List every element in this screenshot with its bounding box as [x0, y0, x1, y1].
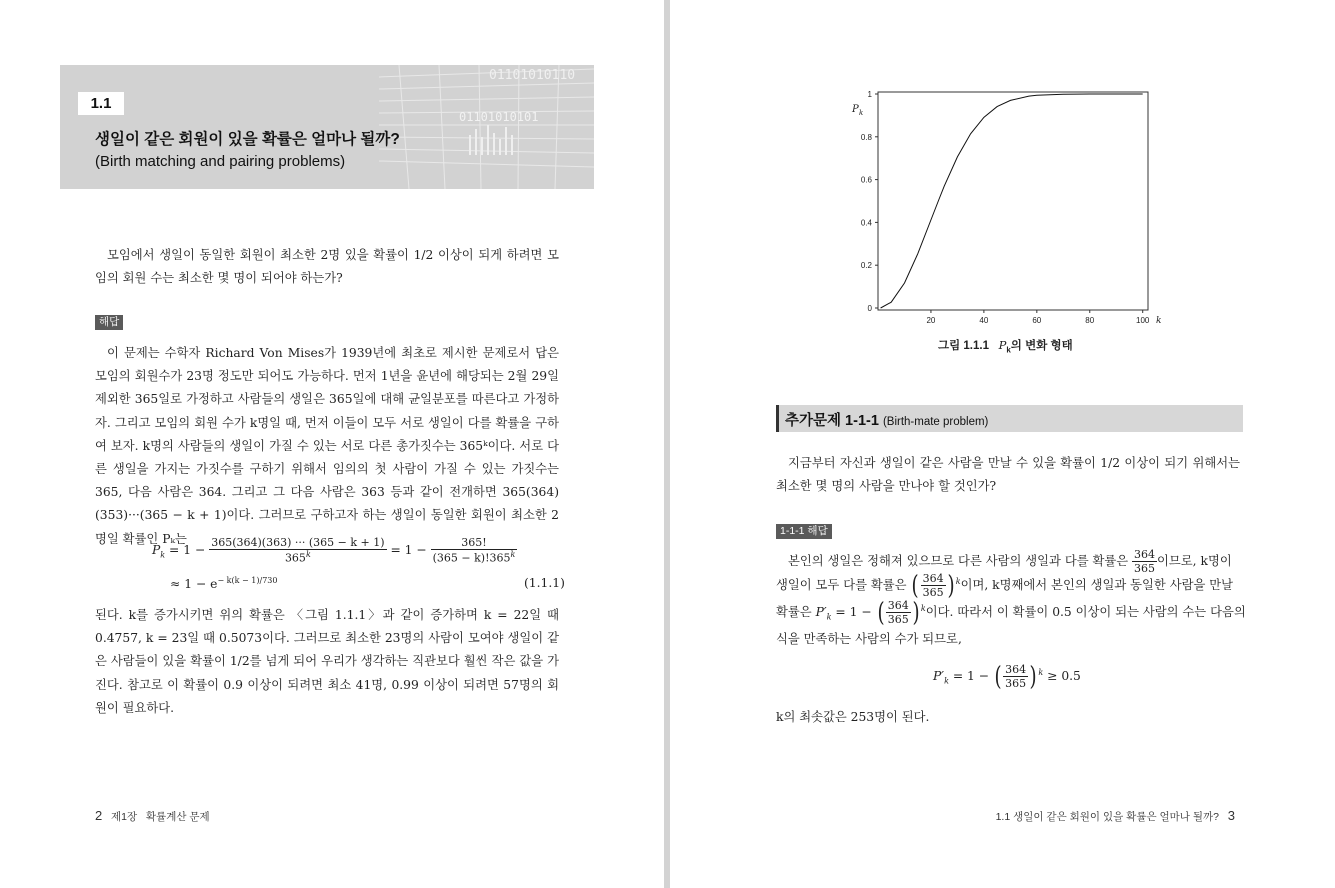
x-tick-label: 80 — [1085, 316, 1095, 325]
x-tick-label: 20 — [926, 316, 936, 325]
plot-frame — [878, 92, 1148, 310]
solution-line-2: 생일이 모두 다를 확률은 ( $\frac{364}{365}$ ) $^k$이며, k명째에서 본인의 생일과 동일한 사람을 만날 — [776, 570, 1233, 601]
eq-num-2: 365! — [431, 536, 518, 550]
right-page — [670, 0, 1335, 888]
left-page — [0, 0, 664, 888]
svg-text:01101010110: 01101010110 — [489, 68, 576, 83]
eq-fraction-2: $\frac{365!}{(365 - k)!365^k}$ — [432, 536, 516, 565]
footer-left — [95, 808, 210, 824]
x-tick-label: 40 — [979, 316, 989, 325]
x-tick-label: 100 — [1136, 316, 1150, 325]
extra-answer-badge: 1-1-1 해답 — [776, 524, 832, 539]
x-tick-label: 60 — [1032, 316, 1042, 325]
eq-lhs: P — [152, 542, 161, 557]
extra-problem-subtitle: (Birth-mate problem) — [882, 416, 989, 428]
extra-problem-title: 추가문제 1-1-1 — [785, 413, 879, 429]
y-axis-label: P — [852, 104, 859, 115]
eq-num-1: 365(364)(363) ··· (365 − k + 1) — [211, 536, 385, 549]
eq-den-2: (365 − k)!365 — [432, 551, 511, 565]
y-axis-label-sub: k — [859, 109, 864, 117]
extra-problem-header — [776, 405, 1243, 432]
inequality: $P'_k = 1$ − ( $\frac{364}{365}$ ) $^k$ ≥ 0.5 — [933, 661, 1081, 692]
answer-badge: 해답 — [95, 315, 123, 330]
probability-chart — [850, 82, 1170, 332]
figure-var: P — [998, 338, 1007, 352]
extra-question: 지금부터 자신과 생일이 같은 사람을 만날 수 있을 확률이 1/2 이상이 되기 위해서는 최소한 몇 명의 사람을 만나야 할 것인가? — [776, 456, 1240, 494]
solution-line-3: 확률은 $P'_k = 1$ − ( $\frac{364}{365}$ ) $^k$이다. 따라서 이 확률이 0.5 이상이 되는 사람의 수는 다음의 — [776, 597, 1246, 628]
eq-exponent: − k(k − 1)/730 — [217, 576, 278, 585]
answer-paragraph-2: 된다. k를 증가시키면 위의 확률은 〈그림 1.1.1〉과 같이 증가하며 k = 22일 때 0.4757, k = 23일 때 0.5073이다. 그러므로 최소한 23명의 사람이 모여야 생일이 같은 사람들이 있을 확률이 1/2를 넘게 되어 우리가 생각하는 직관보다 훨씬 작은 값을 가진다. 참고로 이 확률이 0.9 이상이 되려면 최소 41명, 0.99 이상이 되려면 57명의 회원이 필요하다. — [95, 608, 559, 715]
page-number-right: 3 — [1227, 808, 1235, 823]
section-number: 1.1 — [78, 92, 124, 115]
eq-den-1: 365 — [284, 551, 306, 565]
figure-label: 그림 1.1.1 — [938, 340, 989, 352]
footer-right — [996, 808, 1235, 824]
figure-caption-text: 의 변화 형태 — [1010, 340, 1073, 352]
section-subtitle: (Birth matching and pairing problems) — [95, 153, 346, 170]
footer-section-title: 1.1 생일이 같은 회원이 있을 확률은 얼마나 될까? — [995, 811, 1219, 823]
section-title: 생일이 같은 회원이 있을 확률은 얼마나 될까? — [95, 131, 400, 148]
y-tick-label: 0.4 — [860, 218, 872, 228]
footer-chapter: 제1장 — [111, 811, 138, 823]
binary-decoration — [379, 65, 594, 189]
probability-curve — [881, 94, 1143, 308]
question-text: 모임에서 생일이 동일한 회원이 최소한 2명 있을 확률이 1/2 이상이 되게 하려면 모임의 회원 수는 최소한 몇 명이 되어야 하는가? — [95, 248, 559, 286]
section-header-banner — [60, 65, 594, 189]
answer-paragraph-1: 이 문제는 수학자 Richard Von Mises가 1939년에 최초로 제시한 문제로서 답은 모임의 회원수가 23명 정도만 되어도 가능하다. 먼저 1년을 윤년에 해당되는 2월 29일 제외한 365일로 가정하고 사람들의 생일은 365일에 대해 균일분포를 따른다고 가정하자. 그리고 모임의 회원 수가 k명일 때, 먼저 이들이 모두 서로 생일이 다를 확률을 구하여 보자. k명의 사람들의 생일이 가질 수 있는 서로 다른 총가짓수는 365ᵏ이다. 서로 다른 생일을 가지는 가짓수를 구하기 위해서 임의의 첫 사람이 가질 수 있는 가짓수는 365, 다음 사람은 364. 그리고 그 다음 사람은 363 등과 같이 전개하면 365(364)(353)···(365 − k + 1)이다. 그러므로 구하고자 하는 생일이 동일한 회원이 최소한 2명일 확률인 Pₖ는 — [95, 346, 559, 546]
y-tick-label: 0.2 — [860, 261, 872, 271]
solution-line-1: 본인의 생일은 정해져 있으므로 다른 사람의 생일과 다를 확률은 $\frac{364}{365}$ 이므로, k명이 — [788, 548, 1232, 575]
y-tick-label: 0 — [867, 304, 872, 313]
equation-approx — [170, 576, 277, 591]
y-tick-label: 1 — [867, 90, 872, 99]
x-axis-label: k — [1156, 316, 1162, 326]
footer-chapter-title: 확률계산 문제 — [145, 811, 210, 823]
equation-number: (1.1.1) — [524, 576, 565, 590]
figure-caption: 그림 1.1.1 $P_k$의 변화 형태 — [938, 338, 1073, 355]
eq-fraction-1: $\frac{365(364)(363) \cdot\cdot\cdot (365 - k + 1)}{365^k}$ — [211, 536, 385, 565]
y-tick-label: 0.6 — [860, 175, 872, 185]
equation-pk: $P_k = 1$ − $\frac{365(364)(363) \cdot\cdot\cdot (365 - k + 1)}{365^k}$ = 1 − $\frac{365!}{(365 - k)!365^k}$ — [152, 536, 516, 565]
page-number-left: 2 — [95, 808, 103, 823]
solution-line-4: 식을 만족하는 사람의 수가 되므로, — [776, 632, 962, 646]
conclusion: k의 최솟값은 253명이 된다. — [776, 710, 930, 724]
y-tick-label: 0.8 — [860, 132, 872, 142]
svg-text:01101010101: 01101010101 — [459, 110, 539, 124]
eq-approx: ≈ 1 − e — [170, 577, 218, 592]
